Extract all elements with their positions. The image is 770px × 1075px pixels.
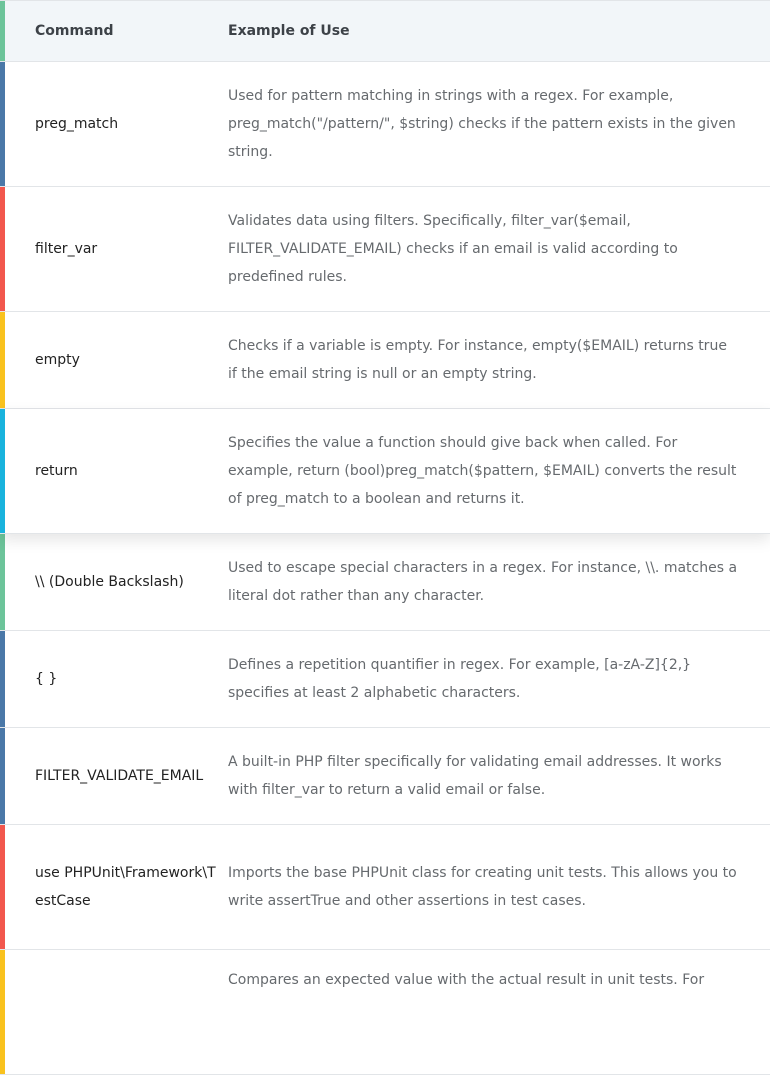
row-stripe xyxy=(0,62,5,186)
example-cell: A built-in PHP filter specifically for validating email addresses. It works with filter_var to return a valid email or false. xyxy=(228,754,722,798)
example-cell: Imports the base PHPUnit class for creating unit tests. This allows you to write assertTrue and other assertions in test cases. xyxy=(228,865,737,909)
command-cell: { } xyxy=(35,671,58,687)
table-row xyxy=(0,187,770,312)
command-cell: use PHPUnit\Framework\TestCase xyxy=(35,865,216,909)
table-row xyxy=(0,534,770,631)
row-stripe xyxy=(0,728,5,824)
example-cell: Compares an expected value with the actual result in unit tests. For xyxy=(228,972,705,988)
table-header-row xyxy=(0,0,770,62)
command-cell: \\ (Double Backslash) xyxy=(35,574,184,590)
example-cell: Used to escape special characters in a regex. For instance, \\. matches a literal dot rather than any character. xyxy=(228,560,738,604)
command-cell: empty xyxy=(35,352,80,368)
table-row xyxy=(0,728,770,825)
row-stripe xyxy=(0,631,5,727)
example-cell: Validates data using filters. Specifically, filter_var($email, FILTER_VALIDATE_EMAIL) checks if an email is valid according to predefined rules. xyxy=(228,213,678,285)
row-stripe xyxy=(0,187,5,311)
row-stripe xyxy=(0,312,5,408)
table-row xyxy=(0,950,770,1075)
table-row xyxy=(0,631,770,728)
row-stripe xyxy=(0,825,5,949)
table-row xyxy=(0,825,770,950)
example-cell: Defines a repetition quantifier in regex. For example, [a-zA-Z]{2,} specifies at least 2 alphabetic characters. xyxy=(228,657,692,701)
example-cell: Checks if a variable is empty. For instance, empty($EMAIL) returns true if the email string is null or an empty string. xyxy=(228,338,727,382)
command-cell: FILTER_VALIDATE_EMAIL xyxy=(35,768,204,784)
row-stripe xyxy=(0,409,5,533)
table-row xyxy=(0,409,770,534)
command-cell: return xyxy=(35,463,78,479)
example-cell: Used for pattern matching in strings with a regex. For example, preg_match("/pattern/", $string) checks if the pattern exists in the given string. xyxy=(228,88,736,160)
column-header-command: Command xyxy=(35,23,114,39)
table-row xyxy=(0,312,770,409)
table-row xyxy=(0,62,770,187)
row-stripe xyxy=(0,534,5,630)
command-cell: preg_match xyxy=(35,116,119,132)
command-cell: filter_var xyxy=(35,241,98,257)
example-cell: Specifies the value a function should give back when called. For example, return (bool)preg_match($pattern, $EMAIL) converts the result of preg_match to a boolean and returns it. xyxy=(228,435,737,507)
row-stripe xyxy=(0,1,5,61)
column-header-example: Example of Use xyxy=(228,23,350,39)
row-stripe xyxy=(0,950,5,1074)
